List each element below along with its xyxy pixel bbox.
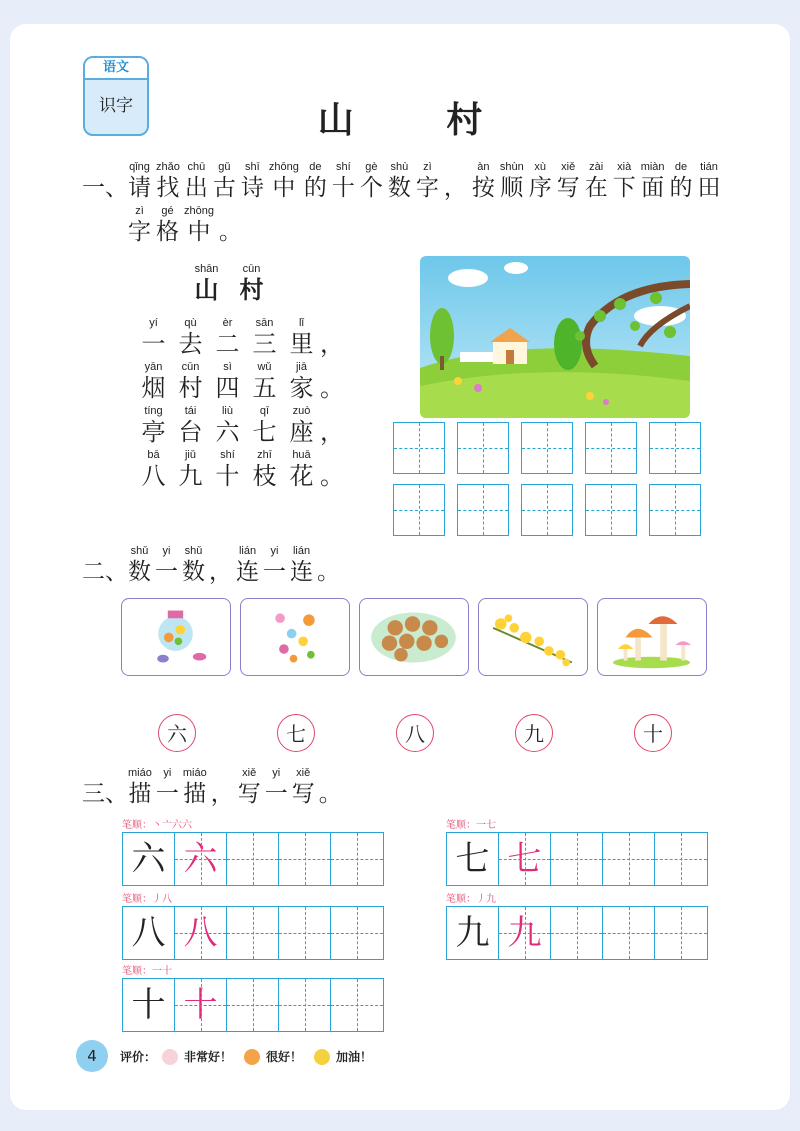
poem-char xyxy=(283,404,320,446)
evaluation xyxy=(120,1048,372,1065)
trace-char[interactable]: 九 xyxy=(499,907,551,959)
pinyin-char xyxy=(185,160,208,202)
model-char: 十 xyxy=(123,979,175,1031)
hanzi: 家 xyxy=(289,374,314,402)
fox-icon xyxy=(244,1049,260,1065)
punctuation: 。 xyxy=(320,374,344,402)
picture-card[interactable] xyxy=(359,598,469,676)
practice-cell[interactable] xyxy=(279,979,331,1031)
hanzi: 顺 xyxy=(500,175,524,201)
poem-char xyxy=(172,448,209,490)
punctuation: 。 xyxy=(320,462,344,490)
pinyin: zhōng xyxy=(184,205,214,217)
hanzi: 三 xyxy=(252,330,277,358)
pinyin: miàn xyxy=(640,161,665,173)
yellow-flowers-image xyxy=(479,599,586,674)
pinyin-char xyxy=(360,160,383,202)
hanzi: 出 xyxy=(184,175,208,201)
practice-row xyxy=(122,890,384,960)
tianzige-box[interactable] xyxy=(457,422,509,474)
hanzi: 字 xyxy=(128,219,151,245)
hanzi: 请 xyxy=(128,175,151,201)
pinyin: miáo xyxy=(128,767,152,779)
pinyin: qī xyxy=(259,405,270,417)
pinyin: xù xyxy=(534,161,547,173)
picture-card[interactable] xyxy=(121,598,231,676)
pinyin: shǔ xyxy=(130,545,149,557)
practice-cell[interactable] xyxy=(331,907,383,959)
pinyin-char xyxy=(529,160,552,202)
pinyin: shǔ xyxy=(184,545,203,557)
poem-line xyxy=(135,316,344,358)
hanzi: 。 xyxy=(218,219,242,245)
hanzi: 田 xyxy=(697,175,721,201)
number-circles xyxy=(158,714,708,754)
poem-char xyxy=(135,316,172,358)
poem-char xyxy=(246,404,283,446)
trace-char[interactable]: 十 xyxy=(175,979,227,1031)
pinyin-char xyxy=(557,160,580,202)
poem-line xyxy=(135,404,344,446)
stroke-order-label: 笔顺：丿八 xyxy=(122,894,172,905)
model-char: 六 xyxy=(123,833,175,885)
hanzi: ， xyxy=(443,175,467,201)
pinyin-char xyxy=(416,160,439,202)
hanzi: 二 xyxy=(215,330,240,358)
pinyin: qù xyxy=(184,317,197,329)
hanzi: 中 xyxy=(272,175,296,201)
pinyin-char xyxy=(156,204,179,246)
hanzi: 。 xyxy=(318,781,342,807)
hanzi: 字 xyxy=(415,175,439,201)
pinyin-char xyxy=(269,160,299,202)
practice-cell[interactable] xyxy=(655,907,707,959)
picture-card[interactable] xyxy=(597,598,707,676)
pinyin: tái xyxy=(184,405,197,417)
hanzi: 诗 xyxy=(240,175,264,201)
number-circle[interactable]: 七 xyxy=(277,714,315,752)
pinyin-char xyxy=(265,766,288,808)
hanzi: 个 xyxy=(359,175,383,201)
pinyin-char xyxy=(209,544,232,586)
picture-cards xyxy=(121,598,707,676)
pinyin: xiě xyxy=(296,767,311,779)
pinyin-char xyxy=(211,766,234,808)
hanzi: 五 xyxy=(252,374,277,402)
hanzi: 一 xyxy=(155,781,179,807)
pinyin: de xyxy=(674,161,688,173)
poem-title-char xyxy=(188,262,225,304)
pinyin: zhōng xyxy=(268,161,299,173)
punctuation: ， xyxy=(320,418,344,446)
pinyin-char xyxy=(332,160,355,202)
pinyin-char xyxy=(128,766,152,808)
hanzi: 序 xyxy=(528,175,552,201)
village-landscape-image xyxy=(420,256,690,418)
hanzi: 。 xyxy=(317,559,340,585)
rating-excellent: 非常好！ xyxy=(184,1050,233,1064)
hanzi: 一 xyxy=(155,559,178,585)
practice-cell[interactable] xyxy=(279,833,331,885)
tianzige-box[interactable] xyxy=(521,422,573,474)
poem-char xyxy=(246,316,283,358)
pinyin-char xyxy=(263,544,286,586)
poem-char xyxy=(283,316,320,358)
pinyin: yān xyxy=(144,361,163,373)
pinyin-char xyxy=(444,160,467,202)
hanzi: 烟 xyxy=(141,374,166,402)
pinyin: shí xyxy=(336,161,351,173)
pinyin: liù xyxy=(221,405,233,417)
pinyin: wǔ xyxy=(257,361,272,373)
poem xyxy=(135,262,344,492)
pinyin: de xyxy=(309,161,322,173)
hanzi: 一 xyxy=(141,330,166,358)
pinyin-char xyxy=(236,544,259,586)
practice-grid xyxy=(122,978,384,1032)
hanzi: 古 xyxy=(212,175,236,201)
pinyin-char xyxy=(698,160,721,202)
pinyin-char xyxy=(155,544,178,586)
practice-grid xyxy=(122,906,384,960)
poem-char xyxy=(172,360,209,402)
pinyin-char xyxy=(184,204,214,246)
hanzi: 一 xyxy=(263,559,286,585)
trace-char[interactable]: 六 xyxy=(175,833,227,885)
hanzi: 描 xyxy=(128,781,152,807)
question-1 xyxy=(82,160,726,246)
pinyin: yi xyxy=(270,545,279,557)
pinyin: zhǎo xyxy=(156,161,180,173)
pinyin: àn xyxy=(477,161,490,173)
practice-cell[interactable] xyxy=(331,833,383,885)
page-title: 山 村 xyxy=(317,100,523,141)
model-char: 七 xyxy=(447,833,499,885)
practice-row xyxy=(122,816,384,886)
question-3 xyxy=(82,766,346,808)
hanzi: 描 xyxy=(183,781,207,807)
pinyin: zì xyxy=(135,205,144,217)
poem-char xyxy=(172,404,209,446)
hanzi: 四 xyxy=(215,374,240,402)
question-number: 三、 xyxy=(82,781,128,807)
pinyin-char xyxy=(500,160,524,202)
hanzi: 下 xyxy=(612,175,636,201)
hanzi: 中 xyxy=(187,219,211,245)
hanzi: 七 xyxy=(252,418,277,446)
hanzi: 找 xyxy=(156,175,180,201)
pinyin-char xyxy=(472,160,495,202)
pinyin: shùn xyxy=(499,161,524,173)
hanzi: 花 xyxy=(289,462,314,490)
model-char: 八 xyxy=(123,907,175,959)
hanzi: 十 xyxy=(215,462,240,490)
practice-grid xyxy=(446,906,708,960)
pinyin: miáo xyxy=(182,767,207,779)
pinyin: gé xyxy=(161,205,174,217)
pinyin-char xyxy=(670,160,693,202)
practice-cell[interactable] xyxy=(603,833,655,885)
poem-title-char xyxy=(233,262,270,304)
hanzi: 里 xyxy=(289,330,314,358)
hanzi: 按 xyxy=(471,175,495,201)
pinyin: cūn xyxy=(181,361,200,373)
pinyin: zhī xyxy=(257,449,272,461)
stroke-order-label: 笔顺：丶亠六六 xyxy=(122,820,192,831)
question-number: 一、 xyxy=(82,175,128,201)
poem-char xyxy=(283,448,320,490)
trace-char[interactable]: 七 xyxy=(499,833,551,885)
candy-jar-image xyxy=(122,599,229,674)
number-circle[interactable]: 十 xyxy=(634,714,672,752)
pinyin-char xyxy=(317,544,340,586)
pinyin: jiā xyxy=(295,361,307,373)
picture-card[interactable] xyxy=(240,598,350,676)
pinyin-char xyxy=(585,160,608,202)
pinyin: lián xyxy=(292,545,311,557)
hanzi: 亭 xyxy=(141,418,166,446)
pinyin: jiǔ xyxy=(184,449,196,461)
hanzi: 写 xyxy=(291,781,315,807)
practice-cell[interactable] xyxy=(227,907,279,959)
hanzi: 九 xyxy=(178,462,203,490)
pinyin-char xyxy=(241,160,264,202)
pinyin-char xyxy=(319,766,342,808)
hanzi: 数 xyxy=(387,175,411,201)
pinyin-char xyxy=(183,766,207,808)
tianzige-box[interactable] xyxy=(393,484,445,536)
question-number: 二、 xyxy=(82,559,128,585)
practice-cell[interactable] xyxy=(551,907,603,959)
pinyin: lián xyxy=(238,545,257,557)
hanzi: 面 xyxy=(641,175,665,201)
tianzige-box[interactable] xyxy=(393,422,445,474)
practice-cell[interactable] xyxy=(227,979,279,1031)
pinyin-char xyxy=(292,766,315,808)
hanzi: 村 xyxy=(239,276,264,304)
rating-good: 很好！ xyxy=(266,1050,303,1064)
practice-row xyxy=(446,816,708,886)
pinyin: tián xyxy=(700,161,718,173)
pinyin: yi xyxy=(162,545,171,557)
practice-cell[interactable] xyxy=(227,833,279,885)
picture-card[interactable] xyxy=(478,598,588,676)
pinyin-char xyxy=(128,544,151,586)
pinyin: zì xyxy=(423,161,432,173)
hanzi: 格 xyxy=(156,219,179,245)
pinyin: lǐ xyxy=(299,317,304,329)
poem-line xyxy=(135,448,344,490)
tianzige-box[interactable] xyxy=(457,484,509,536)
tianzige-box[interactable] xyxy=(649,484,701,536)
pinyin: yi xyxy=(163,767,172,779)
hanzi: ， xyxy=(210,781,234,807)
poem-char xyxy=(283,360,320,402)
hanzi: 连 xyxy=(290,559,313,585)
pinyin-char xyxy=(304,160,327,202)
pinyin-char xyxy=(156,766,179,808)
hanzi: 连 xyxy=(236,559,259,585)
question-2 xyxy=(82,544,344,586)
page-number: 4 xyxy=(76,1040,108,1072)
pinyin: sì xyxy=(223,361,232,373)
pinyin: bā xyxy=(147,449,160,461)
pinyin: huā xyxy=(292,449,311,461)
model-char: 九 xyxy=(447,907,499,959)
worksheet-page xyxy=(10,24,790,1110)
poem-char xyxy=(135,448,172,490)
pinyin: xià xyxy=(617,161,632,173)
evaluation-label: 评价： xyxy=(120,1050,157,1064)
pinyin-char xyxy=(388,160,411,202)
pinyin-char xyxy=(156,160,180,202)
practice-row xyxy=(446,890,708,960)
tianzige-box[interactable] xyxy=(585,484,637,536)
pinyin-char xyxy=(219,204,242,246)
trace-char[interactable]: 八 xyxy=(175,907,227,959)
hanzi: 写 xyxy=(237,781,261,807)
practice-grid xyxy=(446,832,708,886)
number-circle[interactable]: 九 xyxy=(515,714,553,752)
pinyin-char xyxy=(613,160,636,202)
mushrooms-image xyxy=(598,599,705,674)
hanzi: 六 xyxy=(215,418,240,446)
tianzige-box[interactable] xyxy=(585,422,637,474)
pinyin: gǔ xyxy=(218,161,231,173)
pinyin: èr xyxy=(222,317,233,329)
hanzi: 枝 xyxy=(252,462,277,490)
lion-icon xyxy=(314,1049,330,1065)
pinyin-char xyxy=(128,204,151,246)
stroke-order-label: 笔顺：一七 xyxy=(446,820,496,831)
hanzi: 台 xyxy=(178,418,203,446)
pinyin: shī xyxy=(245,161,260,173)
practice-cell[interactable] xyxy=(603,907,655,959)
pinyin-char xyxy=(641,160,665,202)
pinyin: cūn xyxy=(242,263,261,275)
practice-cell[interactable] xyxy=(551,833,603,885)
poem-char xyxy=(209,316,246,358)
number-circle[interactable]: 八 xyxy=(396,714,434,752)
pinyin: chū xyxy=(187,161,206,173)
hanzi: 八 xyxy=(141,462,166,490)
hanzi: 的 xyxy=(669,175,693,201)
stroke-order-label: 笔顺：一十 xyxy=(122,966,172,977)
answer-grid xyxy=(393,422,701,536)
tianzige-box[interactable] xyxy=(521,484,573,536)
pinyin-char xyxy=(182,544,205,586)
pinyin: xiě xyxy=(561,161,576,173)
pinyin: xiě xyxy=(242,767,257,779)
pinyin: zuò xyxy=(292,405,311,417)
hanzi: 十 xyxy=(331,175,355,201)
pinyin: sān xyxy=(255,317,274,329)
practice-cell[interactable] xyxy=(331,979,383,1031)
hanzi: 山 xyxy=(194,276,219,304)
pinyin: gè xyxy=(365,161,378,173)
subject-category: 识字 xyxy=(99,96,133,116)
walnuts-image xyxy=(360,599,467,674)
pinyin: qǐng xyxy=(129,161,150,173)
poem-char xyxy=(209,448,246,490)
hanzi: 的 xyxy=(303,175,327,201)
tianzige-box[interactable] xyxy=(649,422,701,474)
practice-cell[interactable] xyxy=(655,833,707,885)
rating-keep-going: 加油！ xyxy=(336,1050,373,1064)
subject-label: 语文 xyxy=(85,58,147,80)
pinyin: shù xyxy=(390,161,409,173)
pinyin: shān xyxy=(194,263,219,275)
hanzi: 在 xyxy=(584,175,608,201)
number-circle[interactable]: 六 xyxy=(158,714,196,752)
poem-char xyxy=(172,316,209,358)
hanzi: 去 xyxy=(178,330,203,358)
rabbit-icon xyxy=(162,1049,178,1065)
pinyin-char xyxy=(290,544,313,586)
hanzi: 一 xyxy=(264,781,288,807)
hanzi: 数 xyxy=(182,559,205,585)
stroke-order-label: 笔顺：丿九 xyxy=(446,894,496,905)
hanzi: 座 xyxy=(289,418,314,446)
poem-char xyxy=(209,360,246,402)
practice-cell[interactable] xyxy=(279,907,331,959)
practice-row xyxy=(122,962,384,1032)
poem-char xyxy=(246,360,283,402)
pinyin: shí xyxy=(220,449,235,461)
hanzi: 写 xyxy=(556,175,580,201)
poem-char xyxy=(135,360,172,402)
butterflies-image xyxy=(241,599,348,674)
pinyin-char xyxy=(213,160,236,202)
poem-char xyxy=(135,404,172,446)
poem-char xyxy=(246,448,283,490)
poem-line xyxy=(135,360,344,402)
pinyin: yí xyxy=(149,317,158,329)
poem-char xyxy=(209,404,246,446)
hanzi: 村 xyxy=(178,374,203,402)
practice-grid xyxy=(122,832,384,886)
punctuation: ， xyxy=(320,330,344,358)
pinyin: tíng xyxy=(144,405,163,417)
pinyin: yi xyxy=(272,767,281,779)
pinyin: zài xyxy=(589,161,604,173)
pinyin-char xyxy=(238,766,261,808)
hanzi: ， xyxy=(209,559,232,585)
pinyin-char xyxy=(128,160,151,202)
hanzi: 数 xyxy=(128,559,151,585)
